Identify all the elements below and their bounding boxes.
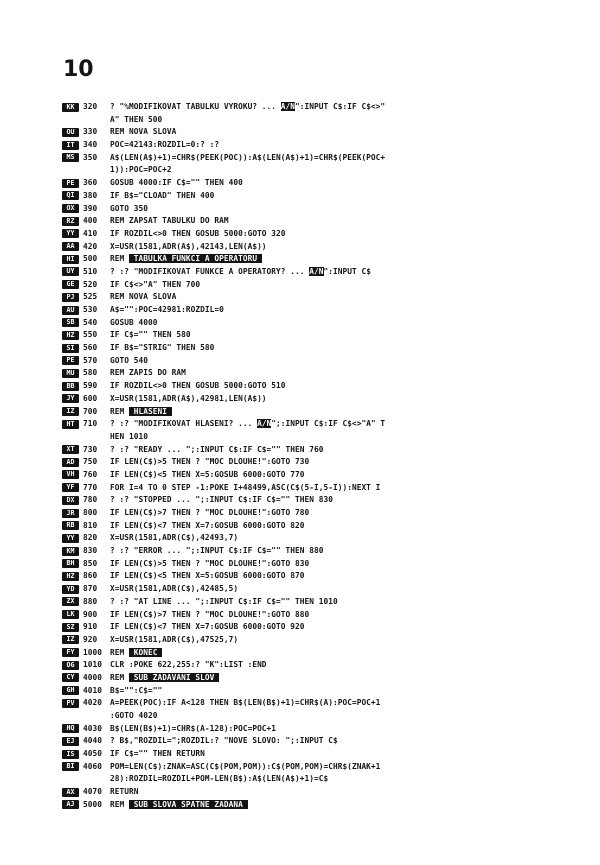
code-text: REM NOVA SLOVA [110, 127, 177, 137]
checksum-badge: OG [62, 661, 79, 670]
code-line [62, 279, 582, 292]
checksum-badge: BH [62, 559, 79, 568]
code-line [62, 304, 582, 317]
code-text: X=USR(1581,ADR(C$),42485,5) [110, 584, 239, 594]
code-line [62, 482, 582, 495]
checksum-badge: QI [62, 191, 79, 200]
line-number: 4060 [83, 761, 102, 771]
line-number: 570 [83, 355, 98, 365]
line-number: 380 [83, 190, 98, 200]
code-line [62, 393, 582, 406]
code-text: X=USR(1581,ADR(A$),42981,LEN(A$)) [110, 393, 267, 403]
line-number: 590 [83, 381, 98, 391]
code-text: GOTO 350 [110, 203, 148, 213]
checksum-badge: LK [62, 610, 79, 619]
code-line [62, 203, 582, 216]
code-text: FOR I=4 TO 0 STEP -1:POKE I+48499,ASC(C$(5-I,5-I)):NEXT I [110, 482, 381, 492]
checksum-badge: IS [62, 750, 79, 759]
code-line [62, 228, 582, 241]
checksum-badge: PE [62, 179, 79, 188]
code-text: POM=LEN(C$):ZNAK=ASC(C$(POM,POM)):C$(POM,POM)=CHR$(ZNAK+1 [110, 761, 381, 771]
checksum-badge: SI [62, 344, 79, 353]
checksum-badge: HI [62, 255, 79, 264]
code-line [62, 367, 582, 380]
line-number: 320 [83, 102, 98, 111]
line-number: 400 [83, 216, 98, 226]
code-text: ? B$,"ROZDIL=";ROZDIL:? "NOVE SLOVO: ";:INPUT C$ [110, 736, 338, 746]
line-number: 1010 [83, 660, 102, 670]
code-line [62, 342, 582, 355]
code-line [62, 596, 582, 609]
line-number: 880 [83, 596, 98, 606]
checksum-badge [62, 115, 79, 124]
line-number: 710 [83, 419, 98, 429]
code-text: A$(LEN(A$)+1)=CHR$(PEEK(POC)):A$(LEN(A$)+1)=CHR$(PEEK(POC+ [110, 152, 386, 162]
code-text: :GOTO 4020 [110, 711, 158, 720]
line-number: 850 [83, 558, 98, 568]
code-line [62, 418, 582, 431]
line-number: 800 [83, 508, 98, 517]
checksum-badge: MU [62, 369, 79, 378]
checksum-badge: IZ [62, 635, 79, 644]
code-line [62, 647, 582, 660]
checksum-badge: PV [62, 699, 79, 708]
code-text: HEN 1010 [110, 431, 148, 441]
line-number: 525 [83, 292, 98, 302]
code-text: ? "%MODIFIKOVAT TABULKU VYROKU? ... [110, 102, 281, 111]
code-text-continued: ":INPUT C$:IF C$<>" [295, 102, 386, 111]
code-text: IF LEN(C$)<5 THEN X=5:GOSUB 6000:GOTO 870 [110, 571, 305, 581]
line-number: 420 [83, 241, 98, 251]
line-number: 810 [83, 520, 98, 530]
checksum-badge: KK [62, 103, 79, 112]
line-number: 760 [83, 469, 98, 479]
checksum-badge [62, 712, 79, 721]
checksum-badge [62, 775, 79, 784]
line-number: 700 [83, 406, 98, 416]
line-number: 4000 [83, 672, 102, 682]
checksum-badge: SZ [62, 623, 79, 632]
checksum-badge: DX [62, 496, 79, 505]
code-line [62, 634, 582, 647]
code-line [62, 697, 582, 710]
code-text: IF LEN(C$)>5 THEN ? "MOC DLOUHE!":GOTO 830 [110, 558, 310, 568]
code-text: ? :? "READY ... ";:INPUT C$:IF C$="" THEN 760 [110, 444, 324, 454]
checksum-badge: AX [62, 788, 79, 797]
checksum-badge [62, 432, 79, 441]
checksum-badge: YD [62, 585, 79, 594]
code-text: GOTO 540 [110, 355, 148, 365]
checksum-badge: YF [62, 483, 79, 492]
checksum-badge: AU [62, 306, 79, 315]
code-line [62, 532, 582, 545]
line-number: 4030 [83, 723, 102, 733]
line-number: 4050 [83, 749, 102, 759]
line-number: 600 [83, 393, 98, 403]
code-line [62, 164, 582, 177]
code-text: REM ZAPIS DO RAM [110, 368, 186, 378]
code-text: IF B$="STRIG" THEN 580 [110, 343, 215, 353]
inverse-video-text: KONEC [128, 647, 163, 657]
code-line [62, 291, 582, 304]
code-text: IF B$="CLOAD" THEN 400 [110, 190, 215, 200]
code-text: A=PEEK(POC):IF A<128 THEN B$(LEN(B$)+1)=CHR$(A):POC=POC+1 [110, 698, 381, 708]
inverse-video-text: SUB ZADAVANI SLOV [128, 672, 220, 682]
code-text: A$="":POC=42981:ROZDIL=0 [110, 305, 224, 314]
line-number: 330 [83, 127, 98, 137]
checksum-badge: AD [62, 458, 79, 467]
checksum-badge: KM [62, 547, 79, 556]
checksum-badge: SB [62, 318, 79, 327]
code-text: IF ROZDIL<>0 THEN GOSUB 5000:GOTO 510 [110, 381, 286, 391]
inverse-video-text: SUB SLOVA SPATNE ZADANA [128, 799, 248, 809]
line-number: 820 [83, 533, 98, 543]
code-text: REM ZAPSAT TABULKU DO RAM [110, 216, 229, 226]
line-number: 500 [83, 254, 98, 264]
code-text: IF LEN(C$)<5 THEN X=5:GOSUB 6000:GOTO 770 [110, 469, 305, 479]
line-number: 750 [83, 457, 98, 467]
code-text: IF LEN(C$)>5 THEN ? "MOC DLOUHE!":GOTO 730 [110, 457, 310, 467]
code-text: B$="":C$="" [110, 685, 163, 695]
line-number: 4040 [83, 736, 102, 746]
code-line [62, 215, 582, 228]
code-text: ? :? "MODIFIKOVAT HLASENI? ... [110, 419, 258, 429]
code-line [62, 431, 582, 444]
code-line [62, 735, 582, 748]
inverse-video-text: HLASENI [128, 406, 172, 416]
code-line [62, 494, 582, 507]
line-number: 770 [83, 482, 98, 492]
code-line [62, 456, 582, 469]
checksum-badge: AA [62, 242, 79, 251]
code-text: CLR :POKE 622,255:? "K":LIST :END [110, 660, 267, 670]
checksum-badge: YY [62, 534, 79, 543]
checksum-badge: IT [62, 141, 79, 150]
code-line [62, 380, 582, 393]
line-number: 4020 [83, 698, 102, 708]
line-number: 1000 [83, 647, 102, 657]
inverse-video-text: TABULKA FUNKCI A OPERATORU [128, 254, 262, 264]
code-text: IF LEN(C$)>7 THEN ? "MOC DLOUHE!":GOTO 780 [110, 508, 310, 517]
checksum-badge: RB [62, 521, 79, 530]
code-text: IF ROZDIL<>0 THEN GOSUB 5000:GOTO 320 [110, 228, 286, 238]
code-text: ? :? "MODIFIKOVAT FUNKCE A OPERATORY? ... [110, 266, 310, 276]
code-text-continued: ":INPUT C$ [323, 266, 371, 276]
code-line [62, 355, 582, 368]
inverse-video-text: A/N [257, 419, 272, 429]
checksum-badge: PJ [62, 293, 79, 302]
code-text: ? :? "AT LINE ... ";:INPUT C$:IF C$="" THEN 1010 [110, 596, 338, 606]
code-line [62, 786, 582, 799]
code-line [62, 723, 582, 736]
line-number: 860 [83, 571, 98, 581]
code-text: REM [110, 254, 129, 264]
code-line [62, 469, 582, 482]
code-text: POC=42143:ROZDIL=0:? :? [110, 140, 220, 150]
checksum-badge: OX [62, 204, 79, 213]
code-line [62, 672, 582, 685]
code-text: RETURN [110, 787, 139, 797]
code-line [62, 545, 582, 558]
line-number: 350 [83, 152, 98, 162]
code-line [62, 177, 582, 190]
code-line [62, 253, 582, 266]
code-text: GOSUB 4000:IF C$="" THEN 400 [110, 178, 243, 188]
code-text: REM [110, 647, 129, 657]
code-line [62, 520, 582, 533]
code-text: 28):ROZDIL=ROZDIL+POM-LEN(B$):A$(LEN(A$)+1)=C$ [110, 774, 329, 784]
code-line [62, 558, 582, 571]
code-text: IF C$="" THEN 580 [110, 330, 191, 340]
checksum-badge: HZ [62, 572, 79, 581]
code-text: X=USR(1581,ADR(C$),42493,7) [110, 533, 239, 543]
line-number: 510 [83, 266, 98, 276]
checksum-badge: AJ [62, 800, 79, 809]
code-text: ? :? "STOPPED ... ";:INPUT C$:IF C$="" THEN 830 [110, 495, 333, 505]
code-text-continued: ";:INPUT C$:IF C$<>"A" T [271, 419, 386, 429]
line-number: 540 [83, 317, 98, 327]
code-text: REM [110, 406, 129, 416]
checksum-badge: HT [62, 420, 79, 429]
code-text: REM [110, 672, 129, 682]
code-line [62, 406, 582, 419]
checksum-badge: BB [62, 382, 79, 391]
code-line [62, 190, 582, 203]
line-number: 360 [83, 178, 98, 188]
code-text: A" THEN 500 [110, 114, 163, 124]
code-text: IF C$="" THEN RETURN [110, 749, 205, 759]
code-line [62, 152, 582, 165]
checksum-badge: RZ [62, 217, 79, 226]
line-number: 780 [83, 495, 98, 505]
code-line [62, 773, 582, 786]
code-text: ? :? "ERROR ... ";:INPUT C$:IF C$="" THEN 880 [110, 546, 324, 556]
checksum-badge: JR [62, 509, 79, 518]
line-number: 530 [83, 305, 98, 314]
code-line [62, 761, 582, 774]
code-text: IF C$<>"A" THEN 700 [110, 279, 201, 289]
line-number: 410 [83, 228, 98, 238]
code-text: GOSUB 4000 [110, 317, 158, 327]
checksum-badge: XT [62, 445, 79, 454]
code-line [62, 570, 582, 583]
line-number: 900 [83, 609, 98, 619]
checksum-badge: HQ [62, 724, 79, 733]
checksum-badge: JY [62, 394, 79, 403]
code-line [62, 583, 582, 596]
line-number: 730 [83, 444, 98, 454]
code-line [62, 507, 582, 520]
code-line [62, 659, 582, 672]
line-number: 910 [83, 622, 98, 632]
line-number: 4070 [83, 787, 102, 797]
code-text: IF LEN(C$)<7 THEN X=7:GOSUB 6000:GOTO 820 [110, 520, 305, 530]
checksum-badge: BI [62, 762, 79, 771]
checksum-badge: IZ [62, 407, 79, 416]
checksum-badge: ZX [62, 597, 79, 606]
code-line [62, 685, 582, 698]
checksum-badge: HZ [62, 331, 79, 340]
line-number: 390 [83, 203, 98, 213]
line-number: 4010 [83, 685, 102, 695]
checksum-badge: EJ [62, 737, 79, 746]
code-text: REM [110, 799, 129, 809]
line-number: 5000 [83, 799, 102, 809]
code-text: B$(LEN(B$)+1)=CHR$(A-128):POC=POC+1 [110, 723, 277, 733]
code-text: REM NOVA SLOVA [110, 292, 177, 302]
line-number: 830 [83, 546, 98, 556]
inverse-video-text: A/N [280, 102, 296, 111]
code-line [62, 114, 582, 127]
checksum-badge: GE [62, 280, 79, 289]
code-line [62, 621, 582, 634]
checksum-badge: CY [62, 673, 79, 682]
checksum-badge [62, 166, 79, 175]
line-number: 920 [83, 634, 98, 644]
checksum-badge: MS [62, 153, 79, 162]
code-line [62, 799, 582, 812]
line-number: 580 [83, 368, 98, 378]
code-line [62, 126, 582, 139]
checksum-badge: GH [62, 686, 79, 695]
code-line [62, 101, 582, 114]
code-text: IF LEN(C$)<7 THEN X=7:GOSUB 6000:GOTO 920 [110, 622, 305, 632]
code-line [62, 609, 582, 622]
line-number: 520 [83, 279, 98, 289]
checksum-badge: PE [62, 356, 79, 365]
code-text: IF LEN(C$)>7 THEN ? "MOC DLOUHE!":GOTO 880 [110, 609, 310, 619]
inverse-video-text: A/N [309, 266, 324, 276]
code-line [62, 329, 582, 342]
code-line [62, 266, 582, 279]
code-text: 1)):POC=POC+2 [110, 165, 172, 175]
page-number: 10 [63, 57, 94, 82]
line-number: 550 [83, 330, 98, 340]
code-line [62, 139, 582, 152]
checksum-badge: VH [62, 470, 79, 479]
basic-listing [62, 101, 582, 812]
code-line [62, 241, 582, 254]
line-number: 340 [83, 140, 98, 150]
line-number: 870 [83, 584, 98, 594]
line-number: 560 [83, 343, 98, 353]
checksum-badge: OU [62, 128, 79, 137]
code-text: X=USR(1581,ADR(C$),47525,7) [110, 634, 239, 644]
code-text: X=USR(1581,ADR(A$),42143,LEN(A$)) [110, 241, 267, 251]
code-line [62, 317, 582, 330]
checksum-badge: YY [62, 229, 79, 238]
checksum-badge: FY [62, 648, 79, 657]
code-line [62, 444, 582, 457]
checksum-badge: UY [62, 267, 79, 276]
code-line [62, 710, 582, 723]
code-line [62, 748, 582, 761]
